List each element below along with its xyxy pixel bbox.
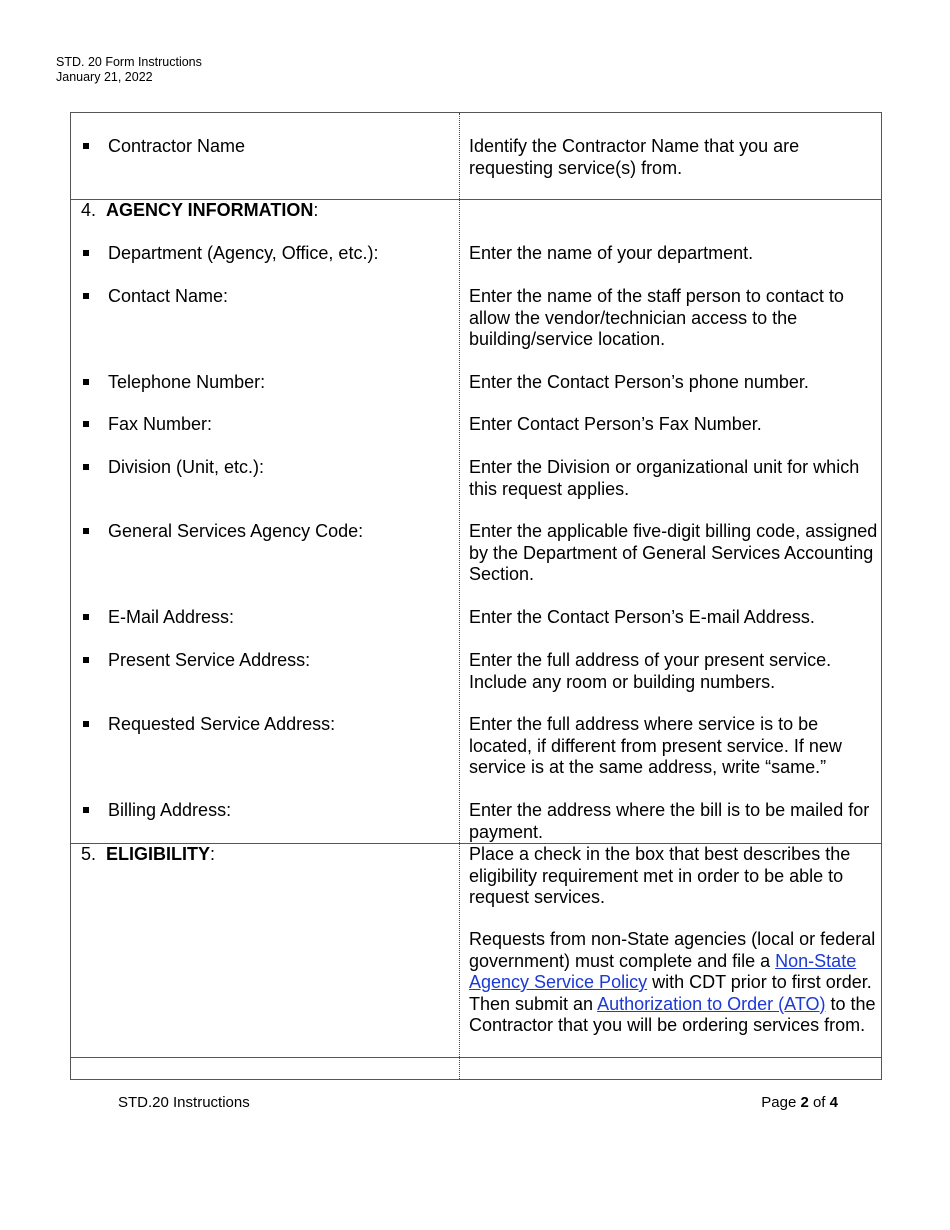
eligibility-description: Place a check in the box that best describes the eligibility requirement met in order to be able to request services. <box>469 844 851 907</box>
field-desc-requested-address: Enter the full address where service is to be located, if different from present service. If new service is at the same address, write “same.” <box>469 714 842 777</box>
field-desc-contact-name: Enter the name of the staff person to contact to allow the vendor/technician access to the building/service location. <box>469 286 844 349</box>
field-desc-fax: Enter Contact Person’s Fax Number. <box>469 414 762 434</box>
field-label-fax: Fax Number: <box>108 414 213 434</box>
instructions-table <box>70 112 882 1080</box>
column-divider <box>459 113 460 1079</box>
header-title: STD. 20 Form Instructions <box>56 55 202 69</box>
field-label-billing-address: Billing Address: <box>108 800 232 820</box>
field-label-requested-address: Requested Service Address: <box>108 714 336 734</box>
footer-page-number: Page 2 of 4 <box>761 1094 838 1111</box>
field-label-department: Department (Agency, Office, etc.): <box>108 243 379 263</box>
eligibility-non-state-note: Requests from non-State agencies (local or federal government) must complete and file a Non-State Agency Service Policy with CDT prior to first order. Then submit an Authorization to Order (ATO) to the Contractor that you will be ordering services from. <box>469 929 876 1035</box>
field-label-present-address: Present Service Address: <box>108 650 311 670</box>
field-label-contact-name: Contact Name: <box>108 286 229 306</box>
footer-document-name: STD.20 Instructions <box>118 1094 250 1111</box>
section-heading-agency-information: 4. AGENCY INFORMATION: <box>81 200 319 220</box>
row-divider <box>71 1057 881 1058</box>
field-label-telephone: Telephone Number: <box>108 372 266 392</box>
non-state-agency-policy-link[interactable]: Non-State Agency Service Policy <box>469 950 857 992</box>
field-desc-email: Enter the Contact Person’s E-mail Address. <box>469 607 815 627</box>
authorization-to-order-link[interactable]: Authorization to Order (ATO) <box>597 993 826 1014</box>
field-label-email: E-Mail Address: <box>108 607 235 627</box>
field-label-agency-code: General Services Agency Code: <box>108 521 364 541</box>
header-date: January 21, 2022 <box>56 70 153 84</box>
field-desc-department: Enter the name of your department. <box>469 243 754 263</box>
field-desc-agency-code: Enter the applicable five-digit billing code, assigned by the Department of General Services Accounting Section. <box>469 521 878 584</box>
field-desc-division: Enter the Division or organizational unit for which this request applies. <box>469 457 860 499</box>
field-desc-contractor-name: Identify the Contractor Name that you are requesting service(s) from. <box>469 136 800 178</box>
section-heading-eligibility: 5. ELIGIBILITY: <box>81 844 216 864</box>
field-desc-billing-address: Enter the address where the bill is to be mailed for payment. <box>469 800 870 842</box>
field-desc-telephone: Enter the Contact Person’s phone number. <box>469 372 809 392</box>
field-desc-present-address: Enter the full address of your present service. Include any room or building numbers. <box>469 650 832 692</box>
field-label-contractor-name: Contractor Name <box>108 136 246 156</box>
field-label-division: Division (Unit, etc.): <box>108 457 265 477</box>
document-header <box>56 55 202 85</box>
